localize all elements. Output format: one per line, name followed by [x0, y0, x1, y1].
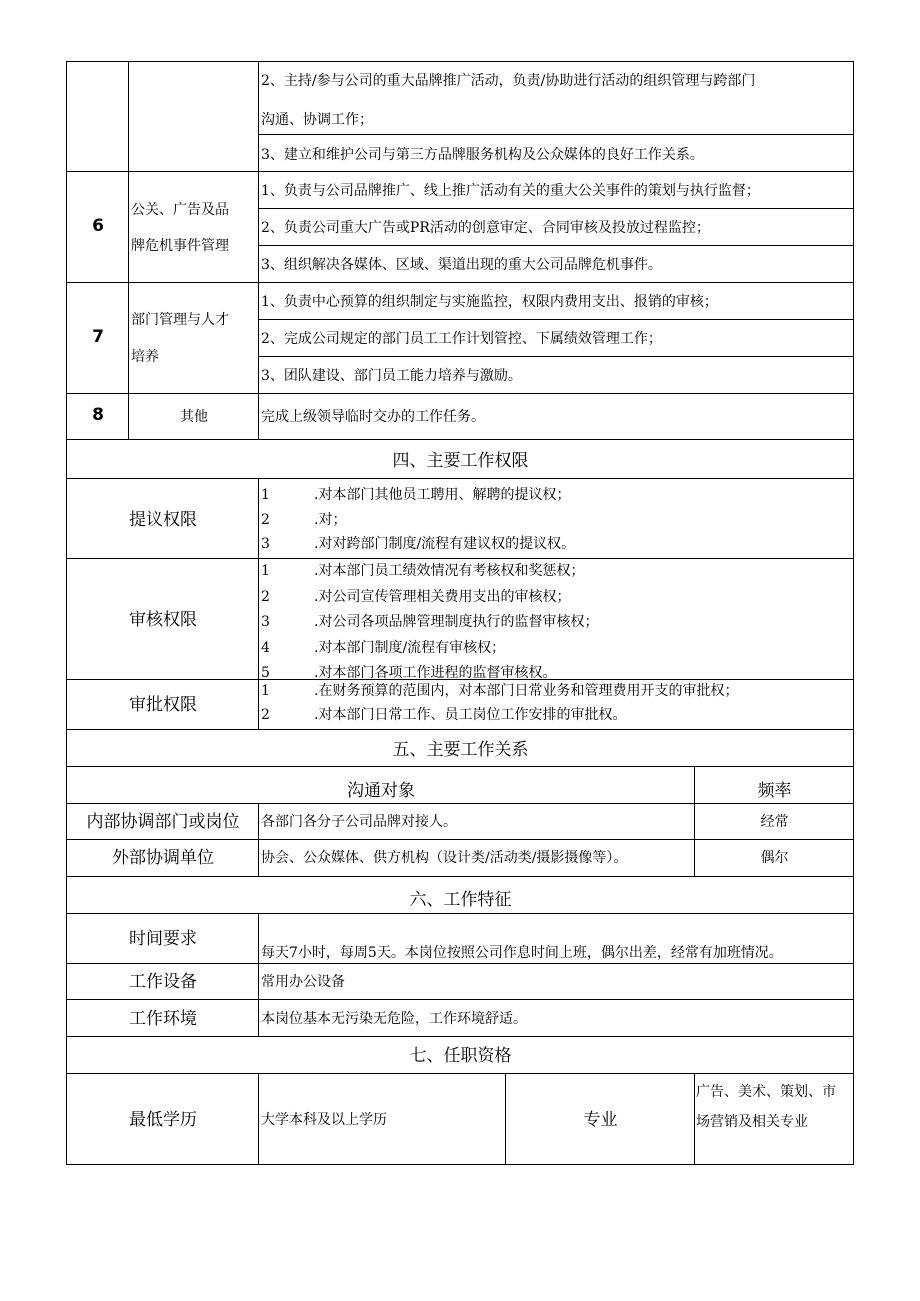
relation-target: 协会、公众媒体、供方机构（设计类/活动类/摄影摄像等）。 — [261, 850, 628, 866]
relation-label: 外部协调单位 — [112, 848, 214, 868]
authority-item: .对本部门日常工作、员工岗位工作安排的审批权。 — [314, 707, 627, 723]
authority-item: .对公司宣传管理相关费用支出的审核权； — [314, 589, 571, 605]
feature-value-cell — [258, 963, 854, 1000]
qualification-value: 广告、美术、策划、市 — [696, 1084, 836, 1100]
duty-title: 公关、广告及品 — [131, 202, 229, 218]
duty-title: 牌危机事件管理 — [131, 238, 229, 254]
section-heading: 四、主要工作权限 — [392, 451, 529, 471]
duty-text: 3、组织解决各媒体、区域、渠道出现的重大公司品牌危机事件。 — [261, 257, 662, 273]
relation-frequency: 偶尔 — [760, 850, 789, 866]
authority-item: .对本部门制度/流程有审核权； — [314, 640, 506, 656]
authority-item: .对本部门员工绩效情况有考核权和奖惩权； — [314, 563, 585, 579]
item-number: 1 — [261, 563, 270, 579]
feature-label: 工作环境 — [129, 1009, 197, 1029]
item-number: 2 — [261, 707, 270, 723]
duty-text: 1、负责与公司品牌推广、线上推广活动有关的重大公关事件的策划与执行监督； — [261, 183, 760, 199]
duty-text: 2、负责公司重大广告或PR活动的创意审定、合同审核及投放过程监控； — [261, 220, 710, 236]
item-number: 2 — [261, 589, 270, 605]
duty-text: 2、主持/参与公司的重大品牌推广活动，负责/协助进行活动的组织管理与跨部门 — [261, 73, 756, 89]
authority-label: 审核权限 — [129, 610, 197, 630]
authority-item: .对本部门各项工作进程的监督审核权。 — [314, 665, 557, 679]
item-number: 5 — [261, 665, 270, 679]
duty-number: 7 — [92, 327, 104, 347]
qualification-value: 场营销及相关专业 — [696, 1114, 808, 1130]
relation-target: 各部门各分子公司品牌对接人。 — [261, 814, 457, 830]
duty-row6-title-cell — [128, 171, 259, 283]
duty-text: 1、负责中心预算的组织制定与实施监控，权限内费用支出、报销的审核； — [261, 294, 718, 310]
item-number: 1 — [261, 683, 270, 699]
authority-label: 提议权限 — [129, 510, 197, 530]
duty-title: 部门管理与人才 — [131, 312, 229, 328]
relation-frequency: 经常 — [760, 814, 789, 830]
duty-text: 完成上级领导临时交办的工作任务。 — [261, 409, 485, 425]
section-heading: 七、任职资格 — [409, 1046, 512, 1066]
authority-item: .对； — [314, 512, 347, 528]
qualification-label: 最低学历 — [129, 1110, 197, 1130]
feature-label: 时间要求 — [129, 929, 197, 949]
item-number: 3 — [261, 614, 270, 630]
duty-row5-num-cell — [66, 61, 129, 172]
authority-item: .对对跨部门制度/流程有建议权的提议权。 — [314, 536, 576, 552]
section-heading: 六、工作特征 — [409, 890, 512, 910]
feature-value: 每天7小时，每周5天。本岗位按照公司作息时间上班，偶尔出差，经常有加班情况。 — [261, 945, 783, 961]
duty-text: 3、建立和维护公司与第三方品牌服务机构及公众媒体的良好工作关系。 — [261, 147, 704, 163]
duty-row5-title-cell — [128, 61, 259, 172]
column-header: 沟通对象 — [347, 781, 415, 801]
duty-title: 其他 — [180, 409, 208, 425]
section-heading: 五、主要工作关系 — [392, 740, 529, 760]
authority-item: .对公司各项品牌管理制度执行的监督审核权； — [314, 614, 599, 630]
review-item-5-clip — [259, 659, 854, 679]
authority-label: 审批权限 — [129, 695, 197, 715]
duty-number: 8 — [92, 405, 104, 425]
duty-row7-title-cell — [128, 282, 259, 394]
duty-text: 沟通、协调工作； — [261, 112, 373, 128]
item-number: 2 — [261, 512, 270, 528]
qualification-value: 大学本科及以上学历 — [261, 1112, 387, 1128]
qualification-label: 专业 — [583, 1110, 618, 1130]
item-number: 1 — [261, 487, 270, 503]
item-number: 3 — [261, 536, 270, 552]
authority-item: .在财务预算的范围内，对本部门日常业务和管理费用开支的审批权； — [314, 683, 739, 699]
feature-value: 常用办公设备 — [261, 974, 345, 990]
authority-item: .对本部门其他员工聘用、解聘的提议权； — [314, 487, 571, 503]
duty-number: 6 — [92, 216, 104, 236]
feature-label: 工作设备 — [129, 972, 197, 992]
duty-text: 2、完成公司规定的部门员工工作计划管控、下属绩效管理工作； — [261, 331, 662, 347]
duty-text: 3、团队建设、部门员工能力培养与激励。 — [261, 368, 522, 384]
item-number: 4 — [261, 640, 270, 656]
feature-value: 本岗位基本无污染无危险，工作环境舒适。 — [261, 1011, 527, 1027]
relation-label: 内部协调部门或岗位 — [86, 812, 240, 832]
duty-title: 培养 — [131, 349, 159, 365]
column-header: 频率 — [757, 781, 792, 801]
